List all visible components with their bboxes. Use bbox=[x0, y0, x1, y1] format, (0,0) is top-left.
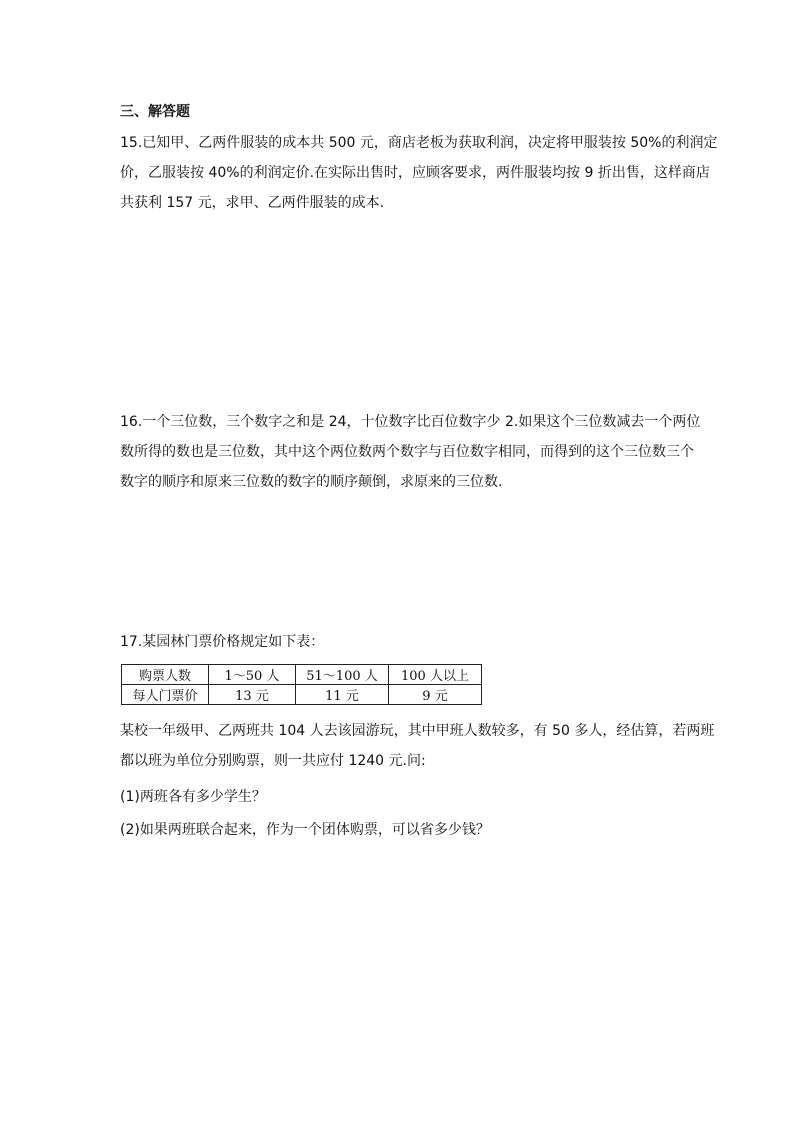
question-16-line: 16.一个三位数，三个数字之和是 24，十位数字比百位数字少 2.如果这个三位数减去一个两位 bbox=[120, 414, 701, 430]
question-17-line: 都以班为单位分别购票，则一共应付 1240 元.问: bbox=[120, 753, 426, 769]
table-cell: 每人门票价 bbox=[122, 685, 209, 705]
table-cell: 11 元 bbox=[296, 685, 389, 705]
table-cell: 51～100 人 bbox=[296, 665, 389, 685]
ticket-price-table bbox=[121, 664, 482, 705]
table-cell: 9 元 bbox=[389, 685, 482, 705]
table-cell: 1～50 人 bbox=[209, 665, 296, 685]
question-15 bbox=[120, 128, 718, 218]
question-17-sub-2: (2)如果两班联合起来，作为一个团体购票，可以省多少钱？ bbox=[120, 822, 490, 838]
question-17-line: 某校一年级甲、乙两班共 104 人去该园游玩，其中甲班人数较多，有 50 多人，经估算，若两班 bbox=[120, 723, 715, 739]
table-cell: 100 人以上 bbox=[389, 665, 482, 685]
question-17-intro: 17.某园林门票价格规定如下表： bbox=[120, 634, 325, 650]
question-16-line: 数所得的数也是三位数，其中这个两位数两个数字与百位数字相同，而得到的这个三位数三个 bbox=[120, 444, 694, 460]
table-cell: 购票人数 bbox=[122, 665, 209, 685]
question-16-line: 数字的顺序和原来三位数的数字的顺序颠倒，求原来的三位数. bbox=[120, 474, 503, 490]
table-row bbox=[122, 665, 482, 685]
section-title: 三、解答题 bbox=[120, 104, 190, 120]
table-row bbox=[122, 685, 482, 705]
question-15-line: 15.已知甲、乙两件服装的成本共 500 元，商店老板为获取利润，决定将甲服装按 50%的利润定 bbox=[120, 135, 718, 151]
question-15-line: 价，乙服装按 40%的利润定价.在实际出售时，应顾客要求，两件服装均按 9 折出售，这样商店 bbox=[120, 165, 710, 181]
question-16 bbox=[120, 407, 700, 497]
question-17-body bbox=[120, 716, 715, 776]
question-15-line: 共获利 157 元，求甲、乙两件服装的成本. bbox=[120, 195, 385, 211]
question-17-sub-1: (1)两班各有多少学生？ bbox=[120, 789, 266, 805]
table-cell: 13 元 bbox=[209, 685, 296, 705]
